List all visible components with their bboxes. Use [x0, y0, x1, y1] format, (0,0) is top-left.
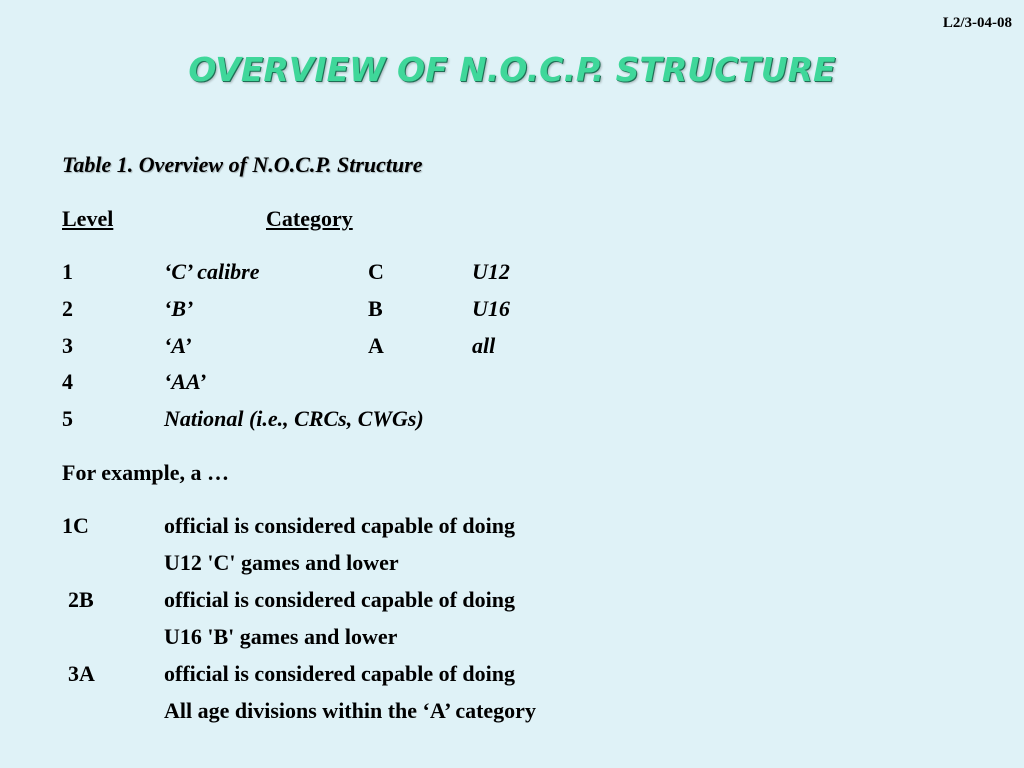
example-line: official is considered capable of doing [164, 587, 515, 612]
level-age: U12 [472, 259, 510, 284]
example-line: All age divisions within the ‘A’ category [164, 698, 536, 723]
example-code: 3A [68, 661, 95, 686]
level-number: 4 [62, 369, 73, 394]
example-line: official is considered capable of doing [164, 513, 515, 538]
level-age: all [472, 333, 496, 358]
level-category: A [368, 333, 384, 358]
level-number: 3 [62, 333, 73, 358]
header-level: Level [62, 206, 114, 231]
level-age: U16 [472, 296, 510, 321]
level-name: ‘C’ calibre [164, 259, 260, 284]
example-line: U12 'C' games and lower [164, 550, 399, 575]
header-category: Category [266, 206, 353, 231]
level-category: C [368, 259, 384, 284]
level-category: B [368, 296, 383, 321]
level-name: ‘A’ [164, 333, 192, 358]
level-number: 5 [62, 406, 73, 431]
level-name: National (i.e., CRCs, CWGs) [164, 406, 424, 431]
level-name: ‘AA’ [164, 369, 207, 394]
level-number: 2 [62, 296, 73, 321]
example-intro: For example, a … [62, 460, 230, 485]
example-code: 1C [62, 513, 89, 538]
example-line: U16 'B' games and lower [164, 624, 398, 649]
level-name: ‘B’ [164, 296, 194, 321]
example-code: 2B [68, 587, 94, 612]
level-number: 1 [62, 259, 73, 284]
page-title: OVERVIEW OF N.O.C.P. STRUCTURE [188, 50, 836, 89]
example-line: official is considered capable of doing [164, 661, 515, 686]
table-caption: Table 1. Overview of N.O.C.P. Structure [62, 152, 423, 177]
slide-code: L2/3-04-08 [942, 15, 1012, 31]
